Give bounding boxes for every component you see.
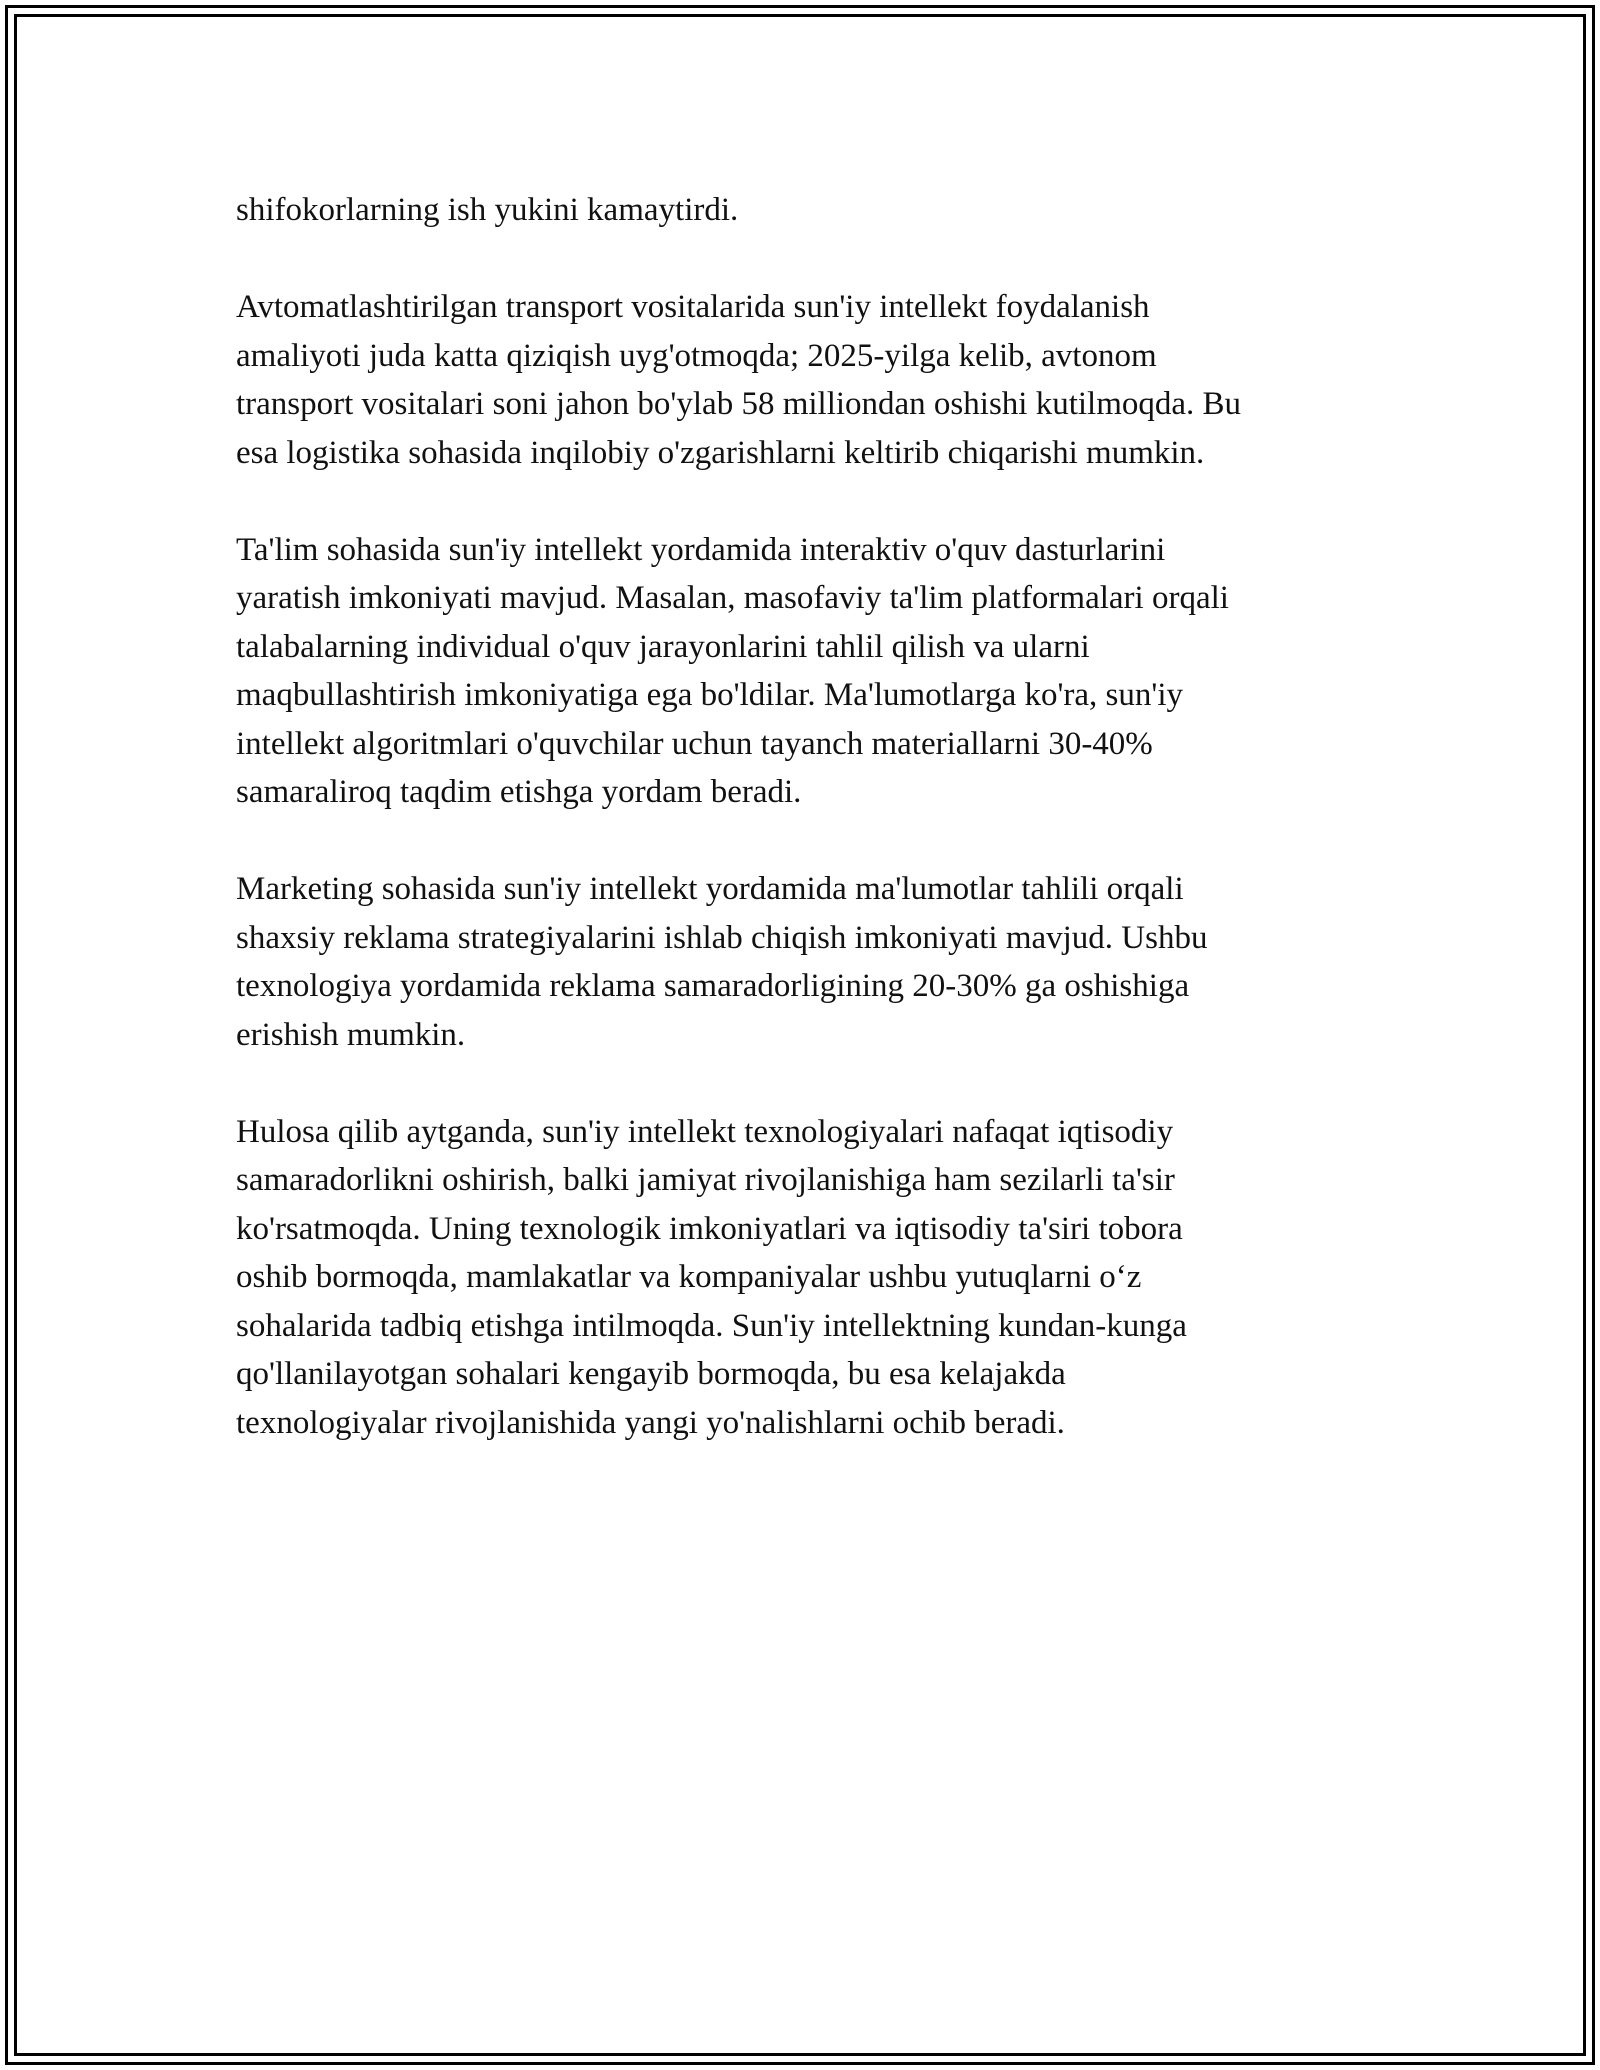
text-line: amaliyoti juda katta qiziqish uyg'otmoqda; 2025-yilga kelib, avtonom [236,337,1157,374]
text-line: Hulosa qilib aytganda, sun'iy intellekt texnologiyalari nafaqat iqtisodiy [236,1113,1174,1150]
text-line: erishish mumkin. [236,1016,466,1053]
text-line: ko'rsatmoqda. Uning texnologik imkoniyatlari va iqtisodiy ta'siri tobora [236,1210,1183,1247]
text-line: Ta'lim sohasida sun'iy intellekt yordamida interaktiv o'quv dasturlarini [236,531,1166,568]
text-line: maqbullashtirish imkoniyatiga ega bo'ldilar. Ma'lumotlarga ko'ra, sun'iy [236,677,1184,713]
text-line: talabalarning individual o'quv jarayonlarini tahlil qilish va ularni [236,628,1090,665]
text-line: shifokorlarning ish yukini kamaytirdi. [236,192,739,228]
text-line: texnologiyalar rivojlanishida yangi yo'nalishlarni ochib beradi. [236,1404,1065,1441]
text-line: samaraliroq taqdim etishga yordam beradi. [236,774,802,810]
text-line: intellekt algoritmlari o'quvchilar uchun tayanch materiallarni 30-40% [236,725,1153,762]
paragraph-4 [236,865,1376,1059]
text-line: shaxsiy reklama strategiyalarini ishlab chiqish imkoniyati mavjud. Ushbu [236,919,1208,956]
document-body [236,186,1376,1496]
text-line: Avtomatlashtirilgan transport vositalarida sun'iy intellekt foydalanish [236,289,1150,325]
text-line: oshib bormoqda, mamlakatlar va kompaniyalar ushbu yutuqlarni o‘z [236,1259,1142,1295]
paragraph-2 [236,283,1376,477]
text-line: transport vositalari soni jahon bo'ylab 58 milliondan oshishi kutilmoqda. Bu [236,386,1242,422]
text-line: Marketing sohasida sun'iy intellekt yordamida ma'lumotlar tahlili orqali [236,871,1184,907]
paragraph-5 [236,1108,1376,1448]
text-line: esa logistika sohasida inqilobiy o'zgarishlarni keltirib chiqarishi mumkin. [236,434,1205,471]
text-line: texnologiya yordamida reklama samaradorligining 20-30% ga oshishiga [236,968,1190,1004]
paragraph-3 [236,526,1376,817]
text-line: sohalarida tadbiq etishga intilmoqda. Sun'iy intellektning kundan-kunga [236,1307,1187,1344]
text-line: yaratish imkoniyati mavjud. Masalan, masofaviy ta'lim platformalari orqali [236,580,1229,616]
text-line: samaradorlikni oshirish, balki jamiyat rivojlanishiga ham sezilarli ta'sir [236,1162,1175,1198]
paragraph-1 [236,186,1376,235]
text-line: qo'llanilayotgan sohalari kengayib bormoqda, bu esa kelajakda [236,1356,1066,1392]
